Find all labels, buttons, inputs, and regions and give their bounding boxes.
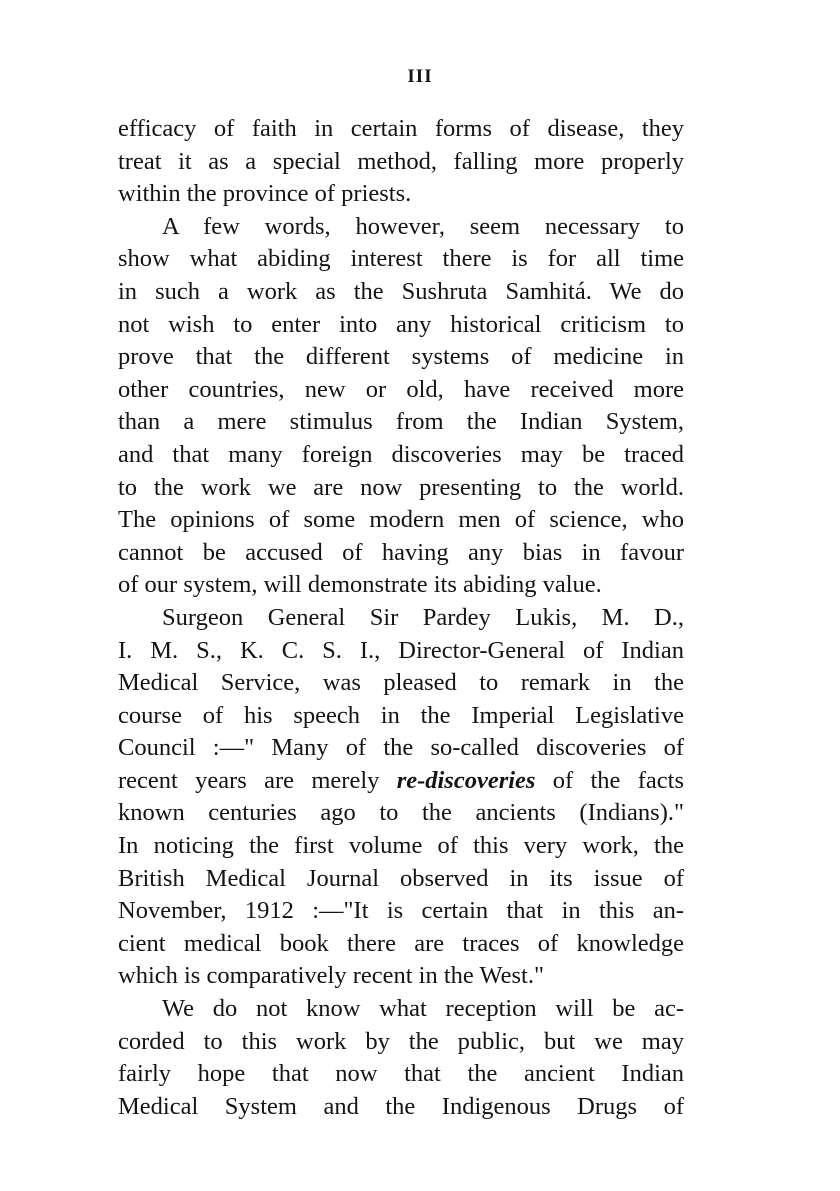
text-line: I. M. S., K. C. S. I., Director-General of Indian [118, 636, 684, 664]
text-line: prove that the different systems of medicine in [118, 343, 684, 371]
text-line: Medical Service, was pleased to remark in the [118, 669, 684, 697]
emphasized-term: re-discoveries [396, 766, 536, 794]
text-line: November, 1912 :—"It is certain that in this an- [118, 897, 684, 925]
text-line: cannot be accused of having any bias in favour [118, 538, 684, 566]
text-line: in such a work as the Sushruta Samhitá. We do [118, 277, 684, 305]
text-line: Surgeon General Sir Pardey Lukis, M. D., [162, 603, 684, 631]
page-number: III [407, 66, 433, 87]
text-line: not wish to enter into any historical criticism to [118, 310, 684, 338]
text-line: to the work we are now presenting to the world. [118, 473, 684, 501]
text-line: Medical System and the Indigenous Drugs of [118, 1092, 684, 1120]
paragraph-4 [118, 993, 684, 1123]
text-line: treat it as a special method, falling more properly [118, 147, 684, 175]
text-line: In noticing the first volume of this very work, the [118, 832, 684, 860]
text-line: and that many foreign discoveries may be traced [118, 440, 684, 468]
text-line: British Medical Journal observed in its issue of [118, 864, 684, 892]
text-line-with-emphasis [118, 765, 684, 798]
text-line: We do not know what reception will be ac- [162, 995, 684, 1023]
text-segment: of the facts [535, 766, 684, 794]
text-line: within the province of priests. [118, 180, 412, 208]
text-line: cient medical book there are traces of knowledge [118, 929, 684, 957]
text-line: efficacy of faith in certain forms of disease, they [118, 115, 684, 142]
text-line: known centuries ago to the ancients (Indians)." [118, 799, 684, 827]
text-line: corded to this work by the public, but we may [118, 1027, 684, 1055]
text-line: of our system, will demonstrate its abiding value. [118, 571, 602, 599]
text-line: which is comparatively recent in the West." [118, 962, 544, 990]
text-line: course of his speech in the Imperial Legislative [118, 701, 684, 729]
paragraph-3 [118, 602, 684, 993]
text-line: show what abiding interest there is for all time [118, 245, 684, 273]
paragraph-2 [118, 211, 684, 602]
body-text [118, 113, 684, 1123]
text-line: Council :—" Many of the so-called discoveries of [118, 734, 684, 762]
text-segment: recent years are merely [118, 766, 397, 794]
text-line: than a mere stimulus from the Indian System, [118, 408, 684, 436]
paragraph-1 [118, 113, 684, 211]
text-line: fairly hope that now that the ancient Indian [118, 1060, 684, 1088]
text-line: other countries, new or old, have received more [118, 375, 684, 403]
text-line: A few words, however, seem necessary to [162, 212, 684, 240]
text-line: The opinions of some modern men of science, who [118, 506, 684, 534]
